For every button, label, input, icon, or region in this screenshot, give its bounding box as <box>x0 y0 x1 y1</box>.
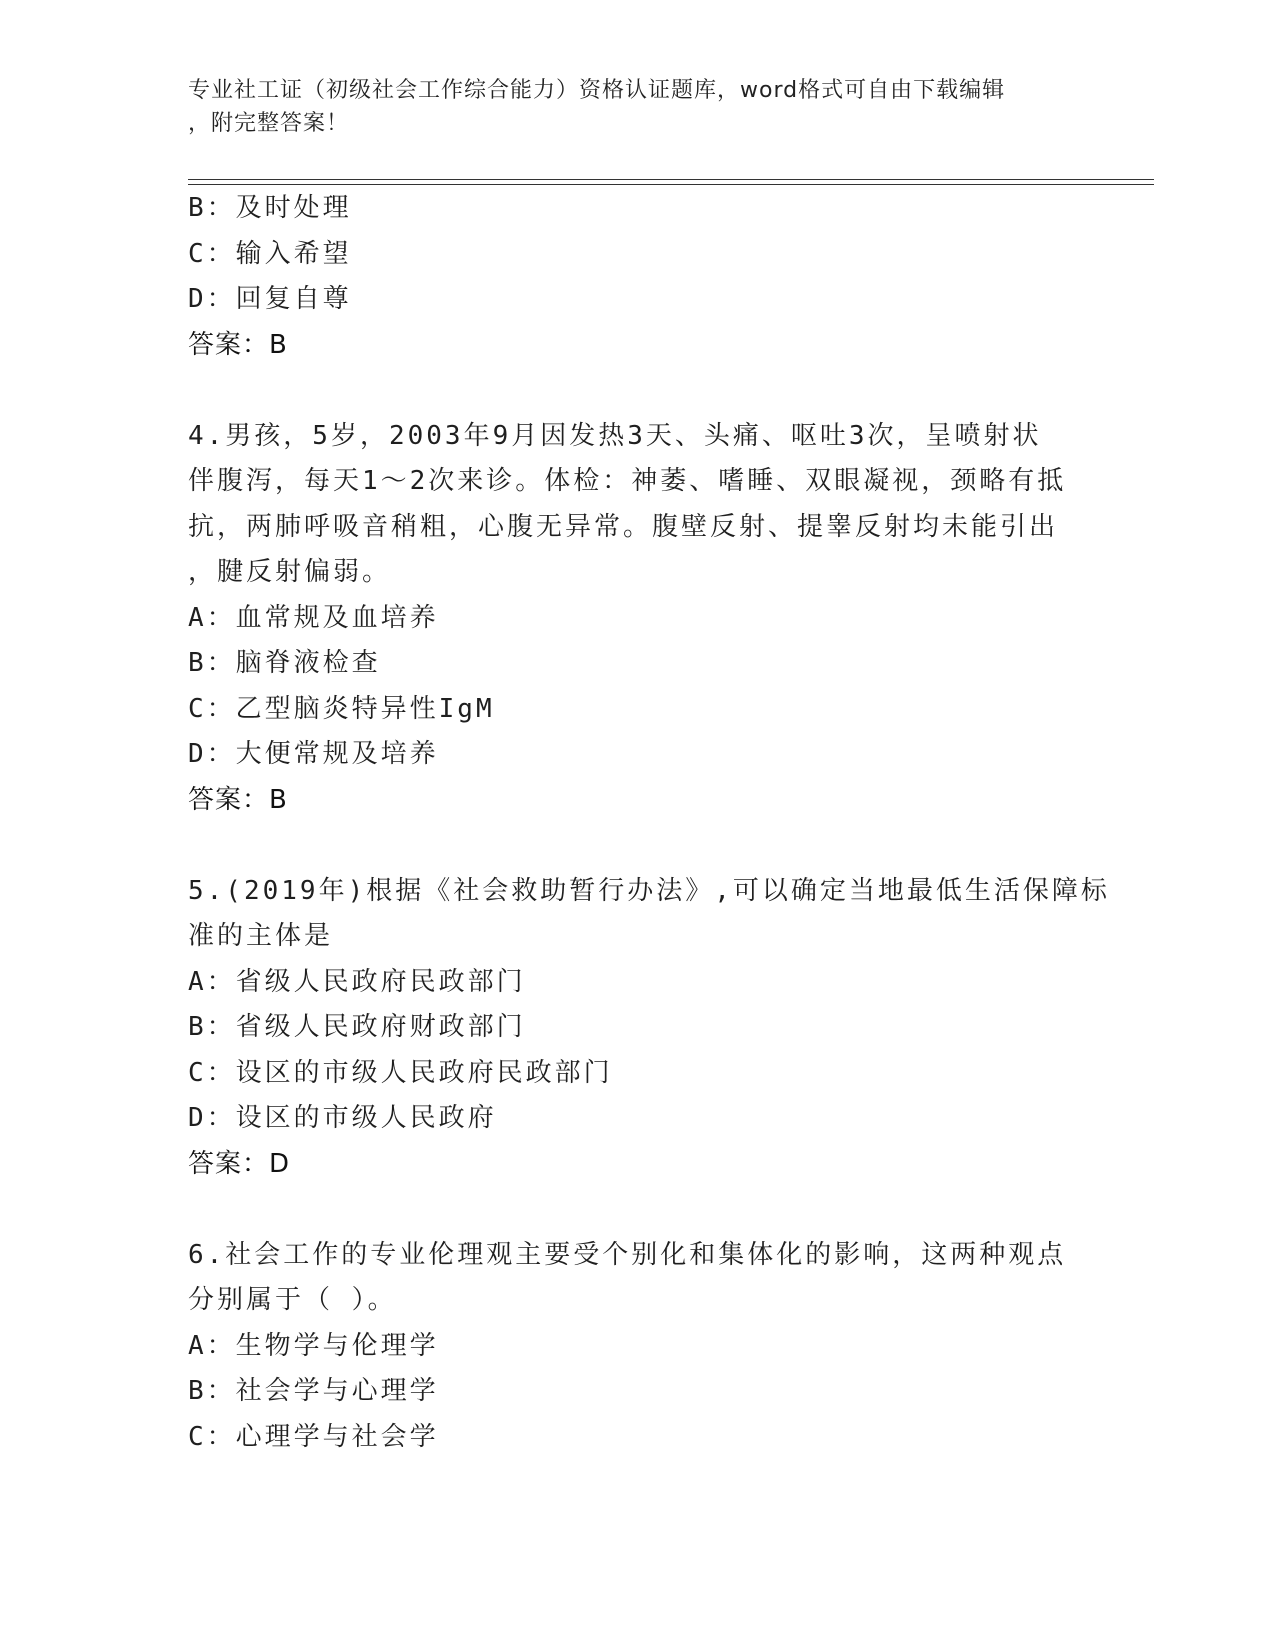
option-b: B：社会学与心理学 <box>188 1376 439 1406</box>
option-d: D：设区的市级人民政府 <box>188 1103 497 1133</box>
option-b: B：省级人民政府财政部门 <box>188 1012 526 1042</box>
spacer <box>188 823 1088 869</box>
header-divider-bottom <box>188 184 1154 185</box>
option-c: C：输入希望 <box>188 238 352 269</box>
answer: 答案：D <box>188 1148 291 1179</box>
option-d: D：大便常规及培养 <box>188 739 439 769</box>
question-stem-line: 伴腹泻，每天1～2次来诊。体检：神萎、嗜睡、双眼凝视，颈略有抵 <box>188 466 1067 496</box>
question-5 <box>188 869 1110 1188</box>
answer: 答案：B <box>188 329 288 360</box>
question-stem-line: ，腱反射偏弱。 <box>188 557 392 587</box>
question-stem-line: 4.男孩，5岁，2003年9月因发热3天、头痛、呕吐3次，呈喷射状 <box>188 420 1042 451</box>
header-line-1: 专业社工证（初级社会工作综合能力）资格认证题库，word格式可自由下载编辑 <box>188 78 1006 103</box>
question-content <box>188 186 1110 1460</box>
question-4 <box>188 414 1088 824</box>
answer: 答案：B <box>188 784 288 815</box>
document-header <box>188 74 1088 140</box>
question-stem-line: 6.社会工作的专业伦理观主要受个别化和集体化的影响，这两种观点 <box>188 1239 1067 1270</box>
option-a: A：省级人民政府民政部门 <box>188 966 526 997</box>
question-stem-line: 准的主体是 <box>188 921 334 951</box>
option-c: C：心理学与社会学 <box>188 1421 439 1452</box>
header-divider-top <box>188 179 1154 180</box>
question-stem-line: 5.(2019年)根据《社会救助暂行办法》,可以确定当地最低生活保障标 <box>188 875 1110 906</box>
option-a: A：生物学与伦理学 <box>188 1330 439 1361</box>
option-b: B：及时处理 <box>188 193 352 223</box>
option-c: C：设区的市级人民政府民政部门 <box>188 1057 613 1088</box>
option-c: C：乙型脑炎特异性IgM <box>188 693 495 724</box>
question-6 <box>188 1233 1088 1461</box>
option-a: A：血常规及血培养 <box>188 602 439 633</box>
question-3-tail <box>188 186 1088 368</box>
question-stem-line: 抗，两肺呼吸音稍粗，心腹无异常。腹壁反射、提睾反射均未能引出 <box>188 511 1059 542</box>
option-b: B：脑脊液检查 <box>188 648 381 678</box>
option-d: D：回复自尊 <box>188 284 352 314</box>
spacer <box>188 368 1088 414</box>
question-stem-line: 分别属于（ ）。 <box>188 1285 397 1315</box>
spacer <box>188 1187 1088 1233</box>
header-line-2: ，附完整答案！ <box>188 111 350 136</box>
